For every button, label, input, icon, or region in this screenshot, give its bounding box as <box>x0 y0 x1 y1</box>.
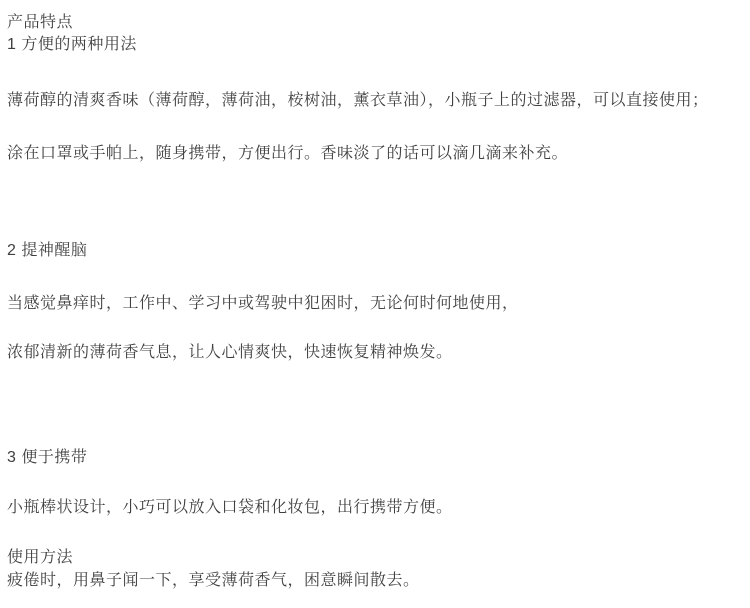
usage-heading: 使用方法 <box>7 549 74 566</box>
feature-3-text-line-1: 小瓶棒状设计，小巧可以放入口袋和化妆包，出行携带方便。 <box>7 499 453 516</box>
feature-1-title: 1 方便的两种用法 <box>7 36 137 53</box>
features-heading: 产品特点 <box>7 14 74 31</box>
usage-text-line-1: 疲倦时，用鼻子闻一下，享受薄荷香气，困意瞬间散去。 <box>7 572 420 589</box>
feature-1-text-line-2: 涂在口罩或手帕上，随身携带，方便出行。香味淡了的话可以滴几滴来补充。 <box>7 145 569 162</box>
feature-1-text-line-1: 薄荷醇的清爽香味（薄荷醇，薄荷油，桉树油，薰衣草油），小瓶子上的过滤器，可以直接使用； <box>7 92 709 109</box>
feature-3-title: 3 便于携带 <box>7 449 88 466</box>
feature-2-text-line-1: 当感觉鼻痒时，工作中、学习中或驾驶中犯困时，无论何时何地使用， <box>7 295 519 312</box>
feature-2-title: 2 提神醒脑 <box>7 242 88 259</box>
feature-2-text-line-2: 浓郁清新的薄荷香气息，让人心情爽快，快速恢复精神焕发。 <box>7 344 453 361</box>
